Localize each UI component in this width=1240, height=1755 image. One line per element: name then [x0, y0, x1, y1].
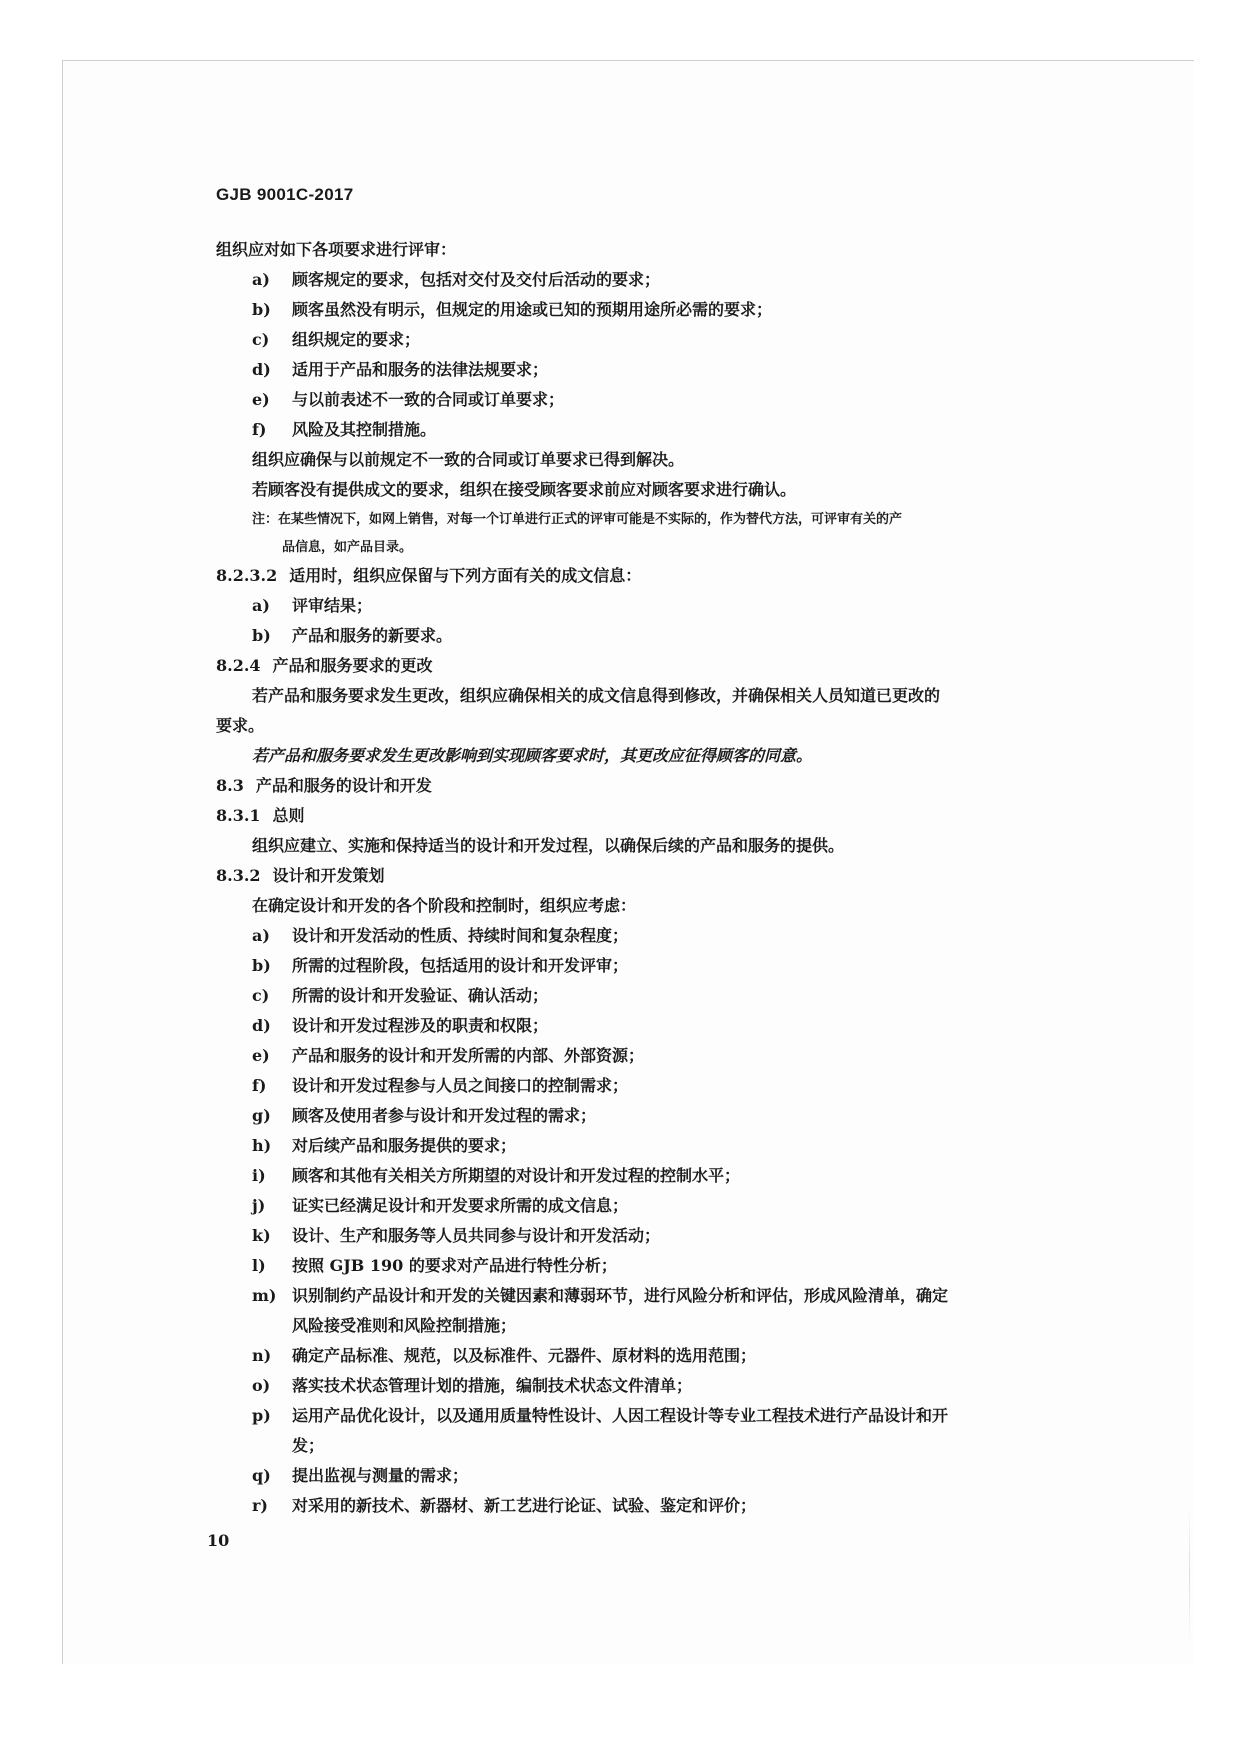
- item-label: e): [252, 390, 270, 409]
- list-item: [252, 986, 548, 1006]
- list-item-continuation: 发；: [292, 1436, 325, 1455]
- note-line-1: 注：在某些情况下，如网上销售，对每一个订单进行正式的评审可能是不实际的，作为替代方法，可评审有关的产: [252, 512, 903, 527]
- section-8-3-1-heading: [216, 806, 305, 826]
- list-item: [252, 1256, 617, 1276]
- section-number: 8.2.3.2: [216, 566, 278, 585]
- list-item: [252, 1016, 548, 1036]
- section-number: 8.3: [216, 776, 244, 795]
- item-label: i): [252, 1166, 266, 1185]
- item-text: 设计、生产和服务等人员共同参与设计和开发活动；: [292, 1226, 661, 1245]
- item-label: q): [252, 1466, 271, 1485]
- section-8-2-4-heading: [216, 656, 433, 676]
- list-item: [252, 330, 420, 350]
- list-item: [252, 1466, 468, 1486]
- item-label: b): [252, 626, 271, 645]
- item-text: 所需的过程阶段，包括适用的设计和开发评审；: [292, 956, 629, 975]
- item-text: 证实已经满足设计和开发要求所需的成文信息；: [292, 1196, 629, 1215]
- intro-text: 组织应对如下各项要求进行评审：: [216, 240, 457, 259]
- item-text: 设计和开发过程涉及的职责和权限；: [292, 1016, 549, 1035]
- paragraph-confirm: 若顾客没有提供成文的要求，组织在接受顾客要求前应对顾客要求进行确认。: [252, 480, 797, 499]
- section-number: 8.3.1: [216, 806, 261, 825]
- list-item: [252, 390, 564, 410]
- item-label: n): [252, 1346, 272, 1365]
- item-text: 运用产品优化设计，以及通用质量特性设计、人因工程设计等专业工程技术进行产品设计和开: [292, 1406, 949, 1425]
- item-label: g): [252, 1106, 271, 1125]
- list-item: [252, 1286, 948, 1306]
- item-label: d): [252, 1016, 271, 1035]
- section-8-3-heading: [216, 776, 432, 796]
- item-label: l): [252, 1256, 266, 1275]
- item-text: 确定产品标准、规范，以及标准件、元器件、原材料的选用范围；: [292, 1346, 757, 1365]
- item-text: 组织规定的要求；: [292, 330, 421, 349]
- paragraph-intro: 在确定设计和开发的各个阶段和控制时，组织应考虑：: [252, 896, 637, 915]
- item-text: 所需的设计和开发验证、确认活动；: [292, 986, 549, 1005]
- section-title: 设计和开发策划: [272, 866, 385, 885]
- section-8-2-3-2: [216, 566, 641, 586]
- list-item: [252, 1406, 948, 1426]
- list-item: [252, 1046, 644, 1066]
- paragraph-resolve: 组织应确保与以前规定不一致的合同或订单要求已得到解决。: [252, 450, 685, 469]
- item-text: 产品和服务的设计和开发所需的内部、外部资源；: [292, 1046, 645, 1065]
- item-label: e): [252, 1046, 270, 1065]
- item-text: 对采用的新技术、新器材、新工艺进行论证、试验、鉴定和评价；: [292, 1496, 757, 1515]
- item-label: j): [252, 1196, 266, 1215]
- list-item: [252, 926, 628, 946]
- item-label: f): [252, 420, 267, 439]
- list-item: [252, 1106, 596, 1126]
- section-8-3-2-heading: [216, 866, 385, 886]
- item-label: c): [252, 986, 270, 1005]
- item-text: 设计和开发过程参与人员之间接口的控制需求；: [292, 1076, 629, 1095]
- list-item: [252, 270, 660, 290]
- item-label: a): [252, 270, 270, 289]
- item-text: 设计和开发活动的性质、持续时间和复杂程度；: [292, 926, 629, 945]
- item-text: 对后续产品和服务提供的要求；: [292, 1136, 517, 1155]
- section-text: 适用时，组织应保留与下列方面有关的成文信息：: [289, 566, 642, 585]
- list-item: [252, 1496, 756, 1516]
- item-text: 识别制约产品设计和开发的关键因素和薄弱环节，进行风险分析和评估，形成风险清单，确定: [292, 1286, 949, 1305]
- list-item: [252, 1136, 516, 1156]
- item-label: b): [252, 300, 271, 319]
- item-label: o): [252, 1376, 271, 1395]
- item-label: p): [252, 1406, 271, 1425]
- standard-code: GJB 9001C-2017: [216, 185, 354, 204]
- list-item: [252, 1346, 756, 1366]
- list-item: [252, 1226, 660, 1246]
- page-number: 10: [207, 1531, 230, 1550]
- item-text: 落实技术状态管理计划的措施，编制技术状态文件清单；: [292, 1376, 693, 1395]
- list-item: [252, 1376, 692, 1396]
- item-label: d): [252, 360, 271, 379]
- paragraph-consent: 若产品和服务要求发生更改影响到实现顾客要求时，其更改应征得顾客的同意。: [252, 746, 813, 765]
- item-text: 顾客规定的要求，包括对交付及交付后活动的要求；: [292, 270, 661, 289]
- section-number: 8.2.4: [216, 656, 261, 675]
- item-text: 评审结果；: [292, 596, 373, 615]
- item-text: 按照 GJB 190 的要求对产品进行特性分析；: [292, 1256, 617, 1275]
- item-label: a): [252, 926, 270, 945]
- list-item: [252, 1076, 628, 1096]
- paragraph-line: 若产品和服务要求发生更改，组织应确保相关的成文信息得到修改，并确保相关人员知道已更改的: [252, 686, 941, 705]
- item-text: 风险及其控制措施。: [292, 420, 437, 439]
- scan-edge-mark: [1189, 1500, 1190, 1650]
- item-text: 提出监视与测量的需求；: [292, 1466, 469, 1485]
- list-item: [252, 956, 628, 976]
- list-item: [252, 1166, 740, 1186]
- item-label: c): [252, 330, 270, 349]
- note-line-2: 品信息，如产品目录。: [282, 540, 413, 555]
- list-item: [252, 626, 452, 646]
- section-number: 8.3.2: [216, 866, 261, 885]
- item-text: 适用于产品和服务的法律法规要求；: [292, 360, 549, 379]
- list-item-continuation: 风险接受准则和风险控制措施；: [292, 1316, 517, 1335]
- item-text: 顾客和其他有关相关方所期望的对设计和开发过程的控制水平；: [292, 1166, 741, 1185]
- paragraph-line: 要求。: [216, 716, 265, 735]
- section-title: 产品和服务要求的更改: [272, 656, 433, 675]
- item-label: h): [252, 1136, 272, 1155]
- list-item: [252, 360, 548, 380]
- list-item: [252, 1196, 628, 1216]
- item-label: b): [252, 956, 271, 975]
- list-item: [252, 596, 372, 616]
- paragraph-general: 组织应建立、实施和保持适当的设计和开发过程，以确保后续的产品和服务的提供。: [252, 836, 845, 855]
- item-label: f): [252, 1076, 267, 1095]
- section-title: 产品和服务的设计和开发: [255, 776, 432, 795]
- item-label: a): [252, 596, 270, 615]
- section-title: 总则: [272, 806, 305, 825]
- item-label: r): [252, 1496, 268, 1515]
- item-text: 与以前表述不一致的合同或订单要求；: [292, 390, 565, 409]
- item-text: 顾客虽然没有明示，但规定的用途或已知的预期用途所必需的要求；: [292, 300, 773, 319]
- item-label: m): [252, 1286, 277, 1305]
- item-label: k): [252, 1226, 271, 1245]
- item-text: 产品和服务的新要求。: [292, 626, 453, 645]
- item-text: 顾客及使用者参与设计和开发过程的需求；: [292, 1106, 597, 1125]
- list-item: [252, 300, 772, 320]
- list-item: [252, 420, 436, 440]
